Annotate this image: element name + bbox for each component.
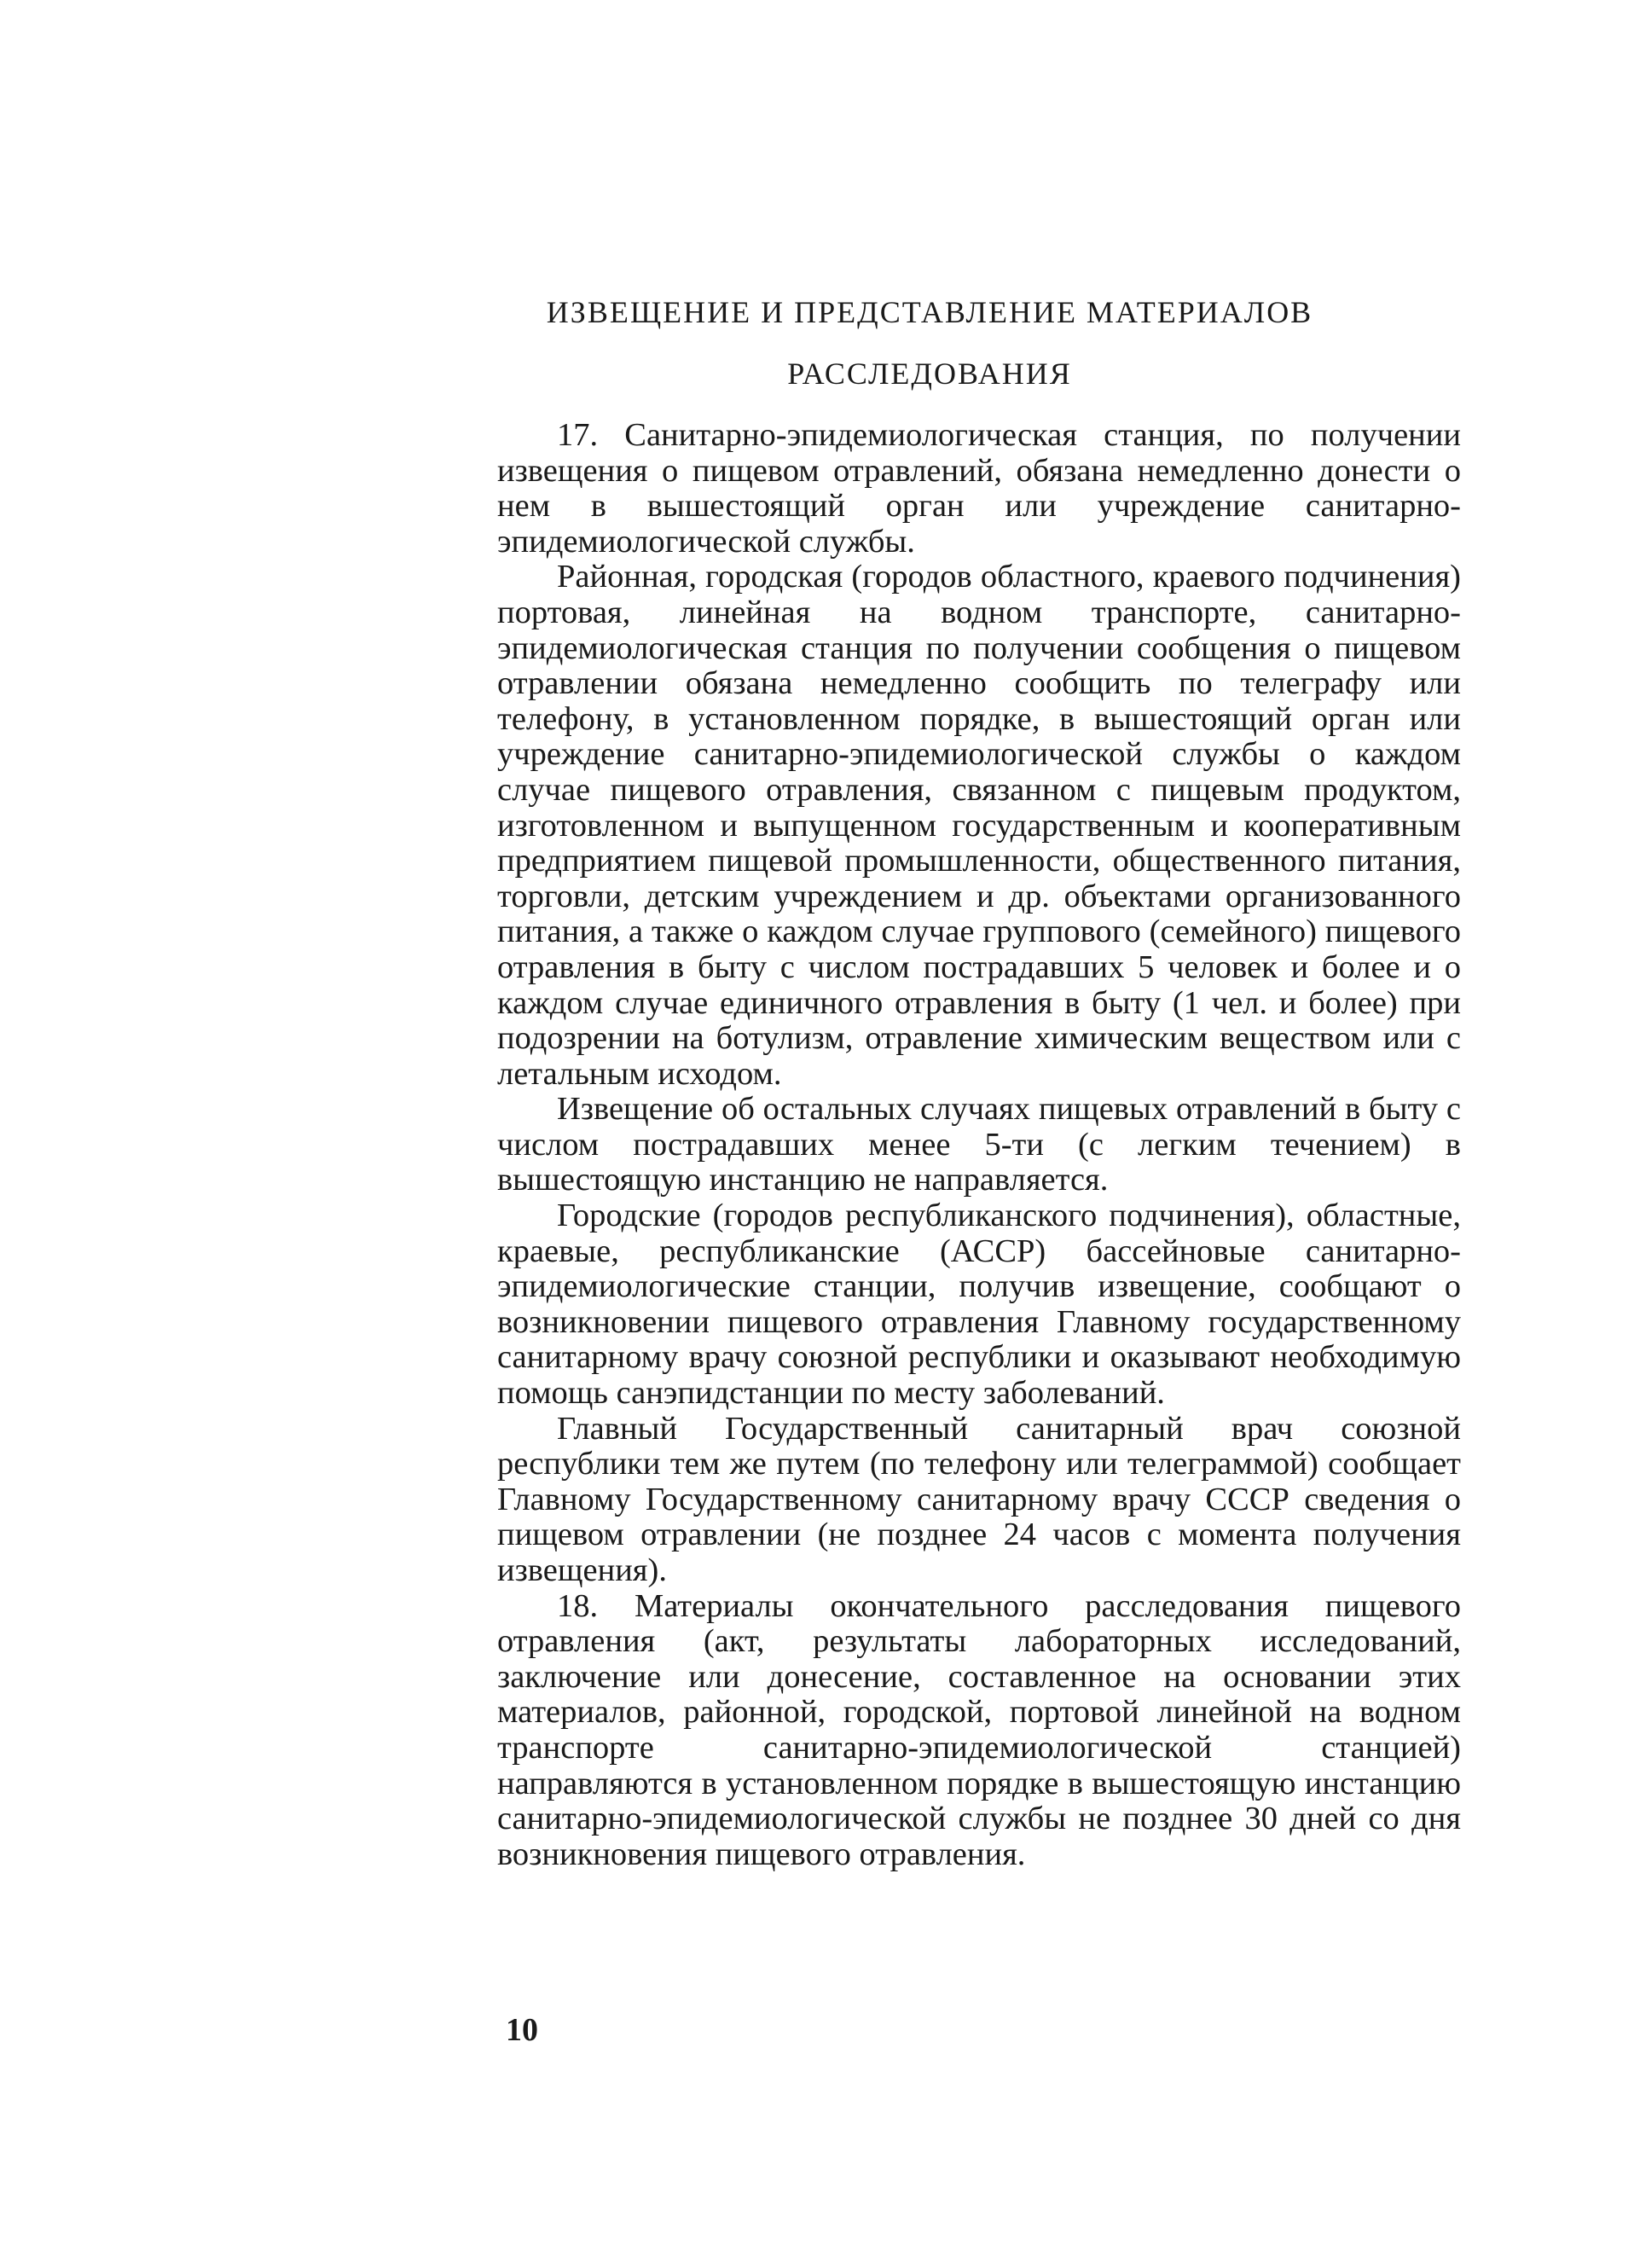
paragraph-other-cases: Извещение об остальных случаях пищевых отравлений в быту с числом пострадавших менее 5-ти (с легким течением) в вышестоящую инстанцию не направляется. xyxy=(497,1091,1461,1198)
body-text xyxy=(497,418,1461,1872)
paragraph-17: 17. Санитарно-эпидемиологическая станция, по получении извещения о пищевом отравлений, обязана немедленно донести о нем в вышестоящий орган или учреждение санитарно-эпидемиологической службы. xyxy=(497,417,1461,560)
section-heading xyxy=(478,281,1382,404)
paragraph-district-stations: Районная, городская (городов областного, краевого подчинения) портовая, линейная на водном транспорте, санитарно-эпидемиологическая станция по получении сообщения о пищевом отравлении обязана немедленно сообщить по телеграфу или телефону, в установленном порядке, в вышестоящий орган или учреждение санитарно-эпидемиологической службы о каждом случае пищевого отравления, связанном с пищевым продуктом, изготовленном и выпущенном государственным и кооперативным предприятием пищевой промышленности, общественного питания, торговли, детским учреждением и др. объектами организованного питания, а также о каждом случае группового (семейного) пищевого отравления в быту с числом пострадавших 5 человек и более и о каждом случае единичного отравления в быту (1 чел. и более) при подозрении на ботулизм, отравление химическим веществом или с летальным исходом. xyxy=(497,559,1461,1092)
heading-line-1: ИЗВЕЩЕНИЕ И ПРЕДСТАВЛЕНИЕ МАТЕРИАЛОВ xyxy=(546,295,1313,329)
paragraph-18: 18. Материалы окончательного расследования пищевого отравления (акт, результаты лабораторных исследований, заключение или донесение, составленное на основании этих материалов, районной, городской, портовой линейной на водном транспорте санитарно-эпидемиологической станцией) направляются в установленном порядке в вышестоящую инстанцию санитарно-эпидемиологической службы не позднее 30 дней со дня возникновения пищевого отравления. xyxy=(497,1587,1461,1872)
paragraph-chief-doctor: Главный Государственный санитарный врач союзной республики тем же путем (по телефону или телеграммой) сообщает Главному Государственному санитарному врачу СССР сведения о пищевом отравлении (не позднее 24 часов с момента получения извещения). xyxy=(497,1410,1461,1588)
paragraph-city-stations: Городские (городов республиканского подчинения), областные, краевые, республиканские (АССР) бассейновые санитарно-эпидемиологические станции, получив извещение, сообщают о возникновении пищевого отравления Главному государственному санитарному врачу союзной республики и оказывают необходимую помощь санэпидстанции по месту заболеваний. xyxy=(497,1198,1461,1412)
heading-line-2: РАССЛЕДОВАНИЯ xyxy=(787,357,1072,391)
page-number: 10 xyxy=(506,2012,538,2048)
